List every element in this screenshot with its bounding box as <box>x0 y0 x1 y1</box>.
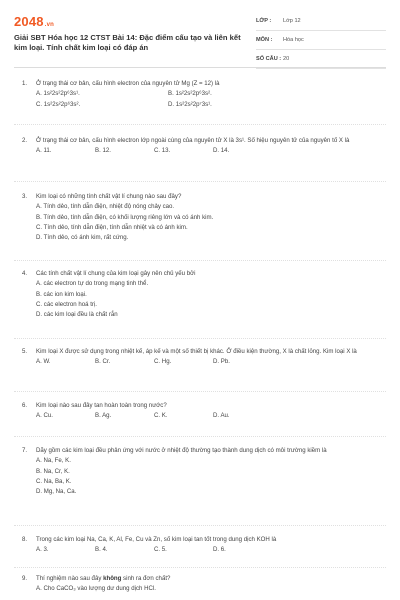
answer-option[interactable]: C. 13. <box>154 147 171 155</box>
answer-option[interactable]: B. Tính dẻo, tính dẫn điện, có khối lượng riêng lớn và có ánh kim. <box>36 213 214 221</box>
question-text-part: sinh ra đơn chất? <box>121 575 171 582</box>
header-divider <box>14 67 386 68</box>
answer-option[interactable]: C. Hg. <box>154 358 172 366</box>
answer-option[interactable]: D. các kim loại đều là chất rắn <box>36 311 118 319</box>
answer-option[interactable]: A. Tính dẻo, tính dẫn điện, nhiệt độ nóng chảy cao. <box>36 203 175 211</box>
question-text-part: Thí nghiệm nào sau đây <box>36 575 104 582</box>
question-text: Các tính chất vật lí chung của kim loại gây nên chủ yếu bởi <box>36 270 196 277</box>
meta-panel <box>256 12 386 69</box>
logo-number: 2048 <box>14 14 44 29</box>
meta-value: Hóa học <box>283 37 304 43</box>
question-text: Kim loại X được sử dụng trong nhiệt kế, áp kế và một số thiết bị khác. Ở điều kiện thường, X là chất lỏng. Kim loại X là <box>36 348 357 355</box>
question-text: Kim loại có những tính chất vật lí chung nào sau đây? <box>36 193 182 200</box>
question-divider <box>14 181 386 182</box>
answer-option[interactable]: D. Mg, Na, Ca. <box>36 488 77 496</box>
answer-option[interactable]: A. 3. <box>36 546 49 554</box>
question-6 <box>22 401 378 422</box>
question-text: Trong các kim loại Na, Ca, K, Al, Fe, Cu và Zn, số kim loại tan tốt trong dung dịch KOH là <box>36 536 277 543</box>
question-number: 4. <box>22 270 28 277</box>
question-text: Ở trạng thái cơ bản, cấu hình electron lớp ngoài cùng của nguyên tử X là 3s¹. Số hiệu nguyên tử của nguyên tố X là <box>36 137 350 144</box>
answer-option[interactable]: C. các electron hoá trị. <box>36 300 97 308</box>
question-divider <box>14 124 386 125</box>
question-number: 8. <box>22 536 28 543</box>
meta-label: LỚP : <box>256 18 272 24</box>
question-2 <box>22 136 378 157</box>
answer-option[interactable]: D. 14. <box>213 147 230 155</box>
question-number: 6. <box>22 402 28 409</box>
question-1 <box>22 79 378 110</box>
answer-option[interactable]: B. Na, Cr, K. <box>36 467 70 475</box>
meta-label: MÔN : <box>256 37 273 43</box>
question-7 <box>22 446 378 497</box>
question-divider <box>14 391 386 392</box>
answer-option[interactable]: D. Au. <box>213 412 230 420</box>
question-number: 1. <box>22 80 28 87</box>
question-text: Dãy gồm các kim loại đều phản ứng với nước ở nhiệt độ thường tạo thành dung dịch có môi trường kiềm là <box>36 447 327 454</box>
answer-option[interactable]: D. 6. <box>213 546 226 554</box>
question-number: 2. <box>22 137 28 144</box>
answer-option[interactable]: A. 1s²2s²2p⁶3s¹. <box>36 90 80 98</box>
answer-option[interactable]: D. Pb. <box>213 358 230 366</box>
question-number: 7. <box>22 447 28 454</box>
question-number: 9. <box>22 575 28 582</box>
meta-value: Lớp 12 <box>283 18 301 24</box>
question-text <box>36 574 378 584</box>
answer-option[interactable]: D. Tính dẻo, có ánh kim, rất cứng. <box>36 234 129 242</box>
answer-option[interactable]: B. Ag. <box>95 412 112 420</box>
question-number: 3. <box>22 193 28 200</box>
question-8 <box>22 535 378 556</box>
answer-option[interactable]: B. 4. <box>95 546 108 554</box>
question-divider <box>14 260 386 261</box>
logo-suffix: .vn <box>44 22 55 28</box>
answer-option[interactable]: C. K. <box>154 412 168 420</box>
answer-option[interactable]: A. Cho CaCO₃ vào lượng dư dung dịch HCl. <box>36 585 156 593</box>
answer-option[interactable]: C. Tính dẻo, tính dẫn điện, tính dẫn nhiệt và có ánh kim. <box>36 223 188 231</box>
page-title: Giải SBT Hóa học 12 CTST Bài 14: Đặc điểm cấu tạo và liên kết kim loại. Tính chất kim loại có đáp án <box>14 33 241 52</box>
question-divider <box>14 338 386 339</box>
meta-row-grade <box>256 12 386 31</box>
answer-option[interactable]: A. 11. <box>36 147 52 155</box>
question-9 <box>22 574 378 595</box>
answer-option[interactable]: D. 1s²2s²2p⁷3s¹. <box>168 100 212 108</box>
question-number: 5. <box>22 348 28 355</box>
meta-label: SỐ CÂU : <box>256 56 282 62</box>
negation-emphasis: không <box>103 575 122 582</box>
answer-option[interactable]: C. 5. <box>154 546 167 554</box>
answer-option[interactable]: A. Na, Fe, K. <box>36 457 71 465</box>
answer-option[interactable]: B. 1s²2s²2p⁶3s². <box>168 90 212 98</box>
question-divider <box>14 525 386 526</box>
answer-option[interactable]: C. 1s²2s²2p⁶3s². <box>36 100 81 108</box>
answer-option[interactable]: B. Cr. <box>95 358 111 366</box>
site-logo[interactable] <box>14 14 54 29</box>
answer-option[interactable]: B. 12. <box>95 147 111 155</box>
question-4 <box>22 269 378 320</box>
meta-value: 20 <box>283 56 290 62</box>
question-5 <box>22 347 378 368</box>
answer-option[interactable]: B. các ion kim loại. <box>36 290 87 298</box>
question-divider <box>14 567 386 568</box>
question-divider <box>14 436 386 437</box>
question-text: Kim loại nào sau đây tan hoàn toàn trong nước? <box>36 402 167 409</box>
answer-option[interactable]: C. Na, Ba, K. <box>36 477 72 485</box>
question-text: Ở trạng thái cơ bản, cấu hình electron của nguyên tử Mg (Z = 12) là <box>36 80 220 87</box>
answer-option[interactable]: A. W. <box>36 358 51 366</box>
question-3 <box>22 192 378 243</box>
answer-option[interactable]: A. các electron tự do trong mạng tinh thể. <box>36 280 149 288</box>
answer-option[interactable]: A. Cu. <box>36 412 53 420</box>
meta-row-subject <box>256 31 386 50</box>
